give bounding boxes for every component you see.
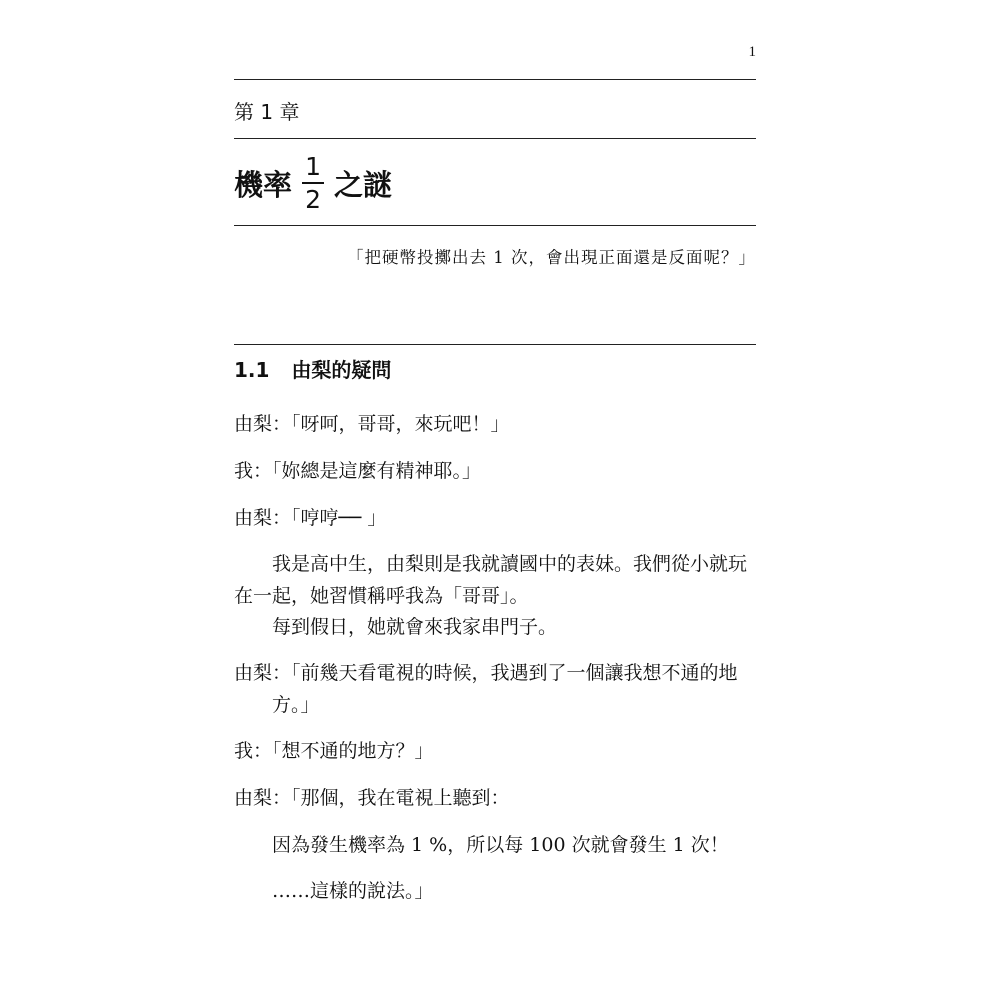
quoted-statement: 因為發生機率為 1 %，所以每 100 次就會發生 1 次！: [272, 834, 729, 856]
section-rule: [234, 344, 756, 345]
narration-line: 我是高中生，由梨則是我就讀國中的表妹。我們從小就玩: [272, 553, 748, 575]
fraction-one-half: [302, 153, 324, 214]
dialogue-continuation: 方。」: [272, 694, 320, 716]
chapter-title-before: 機率: [234, 167, 293, 202]
chapter-label: 第 1 章: [234, 100, 300, 124]
chapter-title: [234, 150, 392, 216]
chapter-bottom-rule: [234, 225, 756, 226]
section-heading: [234, 354, 391, 383]
fraction-numerator: 1: [305, 151, 321, 181]
epigraph: 「把硬幣投擲出去 1 次，會出現正面還是反面呢？」: [347, 248, 756, 267]
dialogue-line: 由梨：「前幾天看電視的時候，我遇到了一個讓我想不通的地: [234, 662, 738, 684]
narration-line: 在一起，她習慣稱呼我為「哥哥」。: [234, 585, 529, 607]
dialogue-line: 由梨：「那個，我在電視上聽到：: [234, 787, 510, 809]
page-number: 1: [748, 44, 756, 60]
chapter-title-after: 之謎: [334, 167, 393, 202]
dialogue-line: 我：「妳總是這麼有精神耶。」: [234, 460, 482, 482]
dialogue-line: 由梨：「哼哼── 」: [234, 507, 387, 529]
chapter-top-rule: [234, 79, 756, 80]
dialogue-line: 由梨：「呀呵，哥哥，來玩吧！」: [234, 413, 510, 435]
section-title: 由梨的疑問: [291, 358, 392, 382]
dialogue-continuation: ……這樣的說法。」: [272, 880, 434, 902]
dialogue-line: 我：「想不通的地方？」: [234, 740, 434, 762]
chapter-mid-rule: [234, 138, 756, 139]
fraction-bar: [302, 182, 324, 184]
fraction-denominator: 2: [305, 185, 321, 214]
narration-line: 每到假日，她就會來我家串門子。: [272, 616, 558, 638]
section-number: 1.1: [234, 358, 270, 382]
